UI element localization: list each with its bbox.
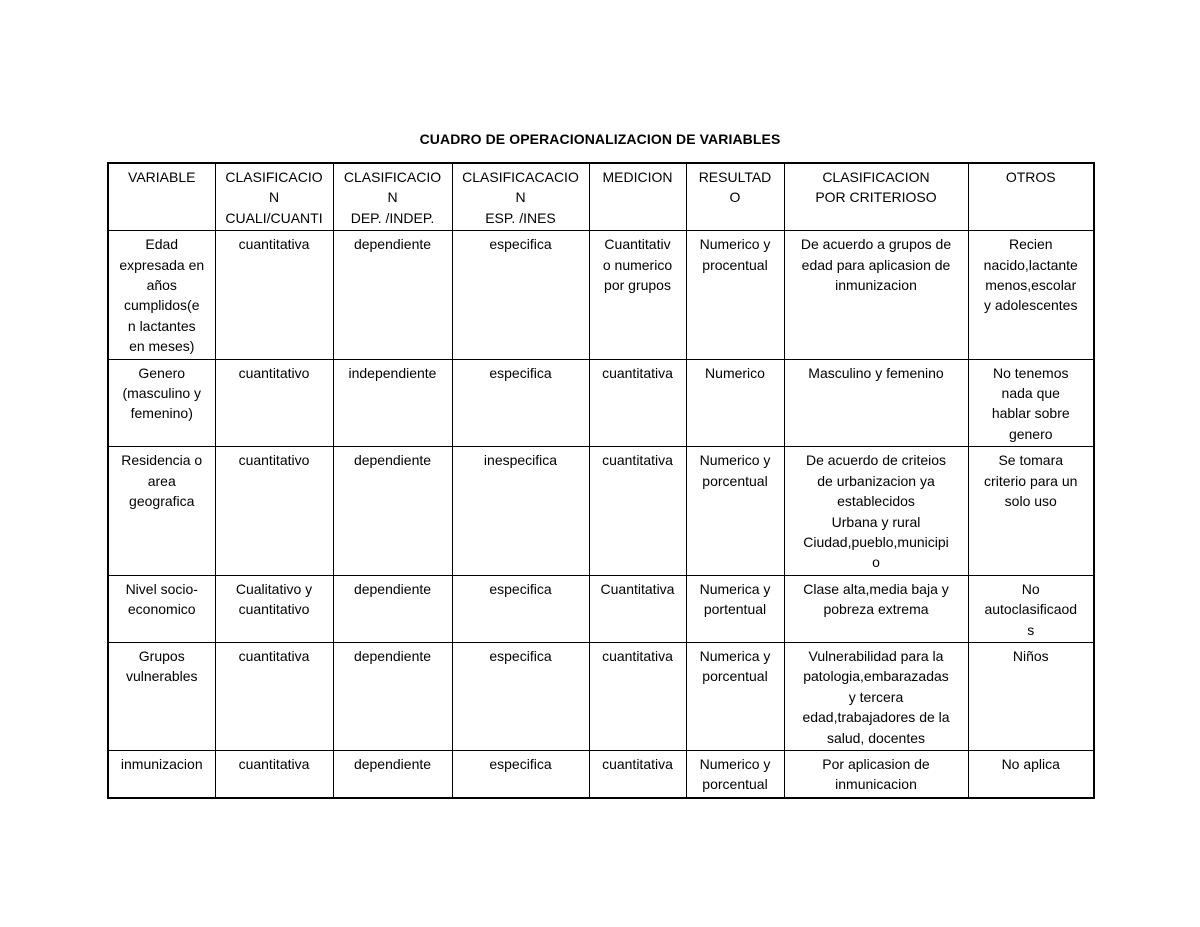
- table-cell-resultado: Numerico y porcentual: [686, 447, 784, 575]
- table-cell-criterios: Por aplicasion de inmunicacion: [784, 750, 968, 797]
- header-cuali-cuanti: CLASIFICACIO N CUALI/CUANTI: [215, 163, 333, 231]
- table-cell-cuali-cuanti: Cualitativo y cuantitativo: [215, 575, 333, 642]
- table-cell-resultado: Numerico y procentual: [686, 231, 784, 359]
- table-cell-cuali-cuanti: cuantitativo: [215, 359, 333, 447]
- header-medicion: MEDICION: [589, 163, 686, 231]
- table-cell-variable: Grupos vulnerables: [108, 642, 215, 750]
- table-cell-criterios: De acuerdo de criteios de urbanizacion ya establecidos Urbana y rural Ciudad,pueblo,municipi o: [784, 447, 968, 575]
- table-cell-dep-indep: dependiente: [333, 231, 452, 359]
- table-cell-esp-ines: inespecifica: [452, 447, 589, 575]
- table-cell-resultado: Numerico: [686, 359, 784, 447]
- table-row: [108, 447, 1094, 575]
- header-esp-ines: CLASIFICACACIO N ESP. /INES: [452, 163, 589, 231]
- table-cell-esp-ines: especifica: [452, 642, 589, 750]
- table-body: [108, 231, 1094, 798]
- table-cell-otros: Recien nacido,lactante menos,escolar y adolescentes: [968, 231, 1094, 359]
- table-cell-medicion: Cuantitativ o numerico por grupos: [589, 231, 686, 359]
- header-variable: VARIABLE: [108, 163, 215, 231]
- table-cell-resultado: Numerica y portentual: [686, 575, 784, 642]
- table-cell-dep-indep: dependiente: [333, 447, 452, 575]
- table-cell-esp-ines: especifica: [452, 575, 589, 642]
- page-title: CUADRO DE OPERACIONALIZACION DE VARIABLES: [419, 131, 781, 147]
- table-cell-otros: No aplica: [968, 750, 1094, 797]
- table-cell-criterios: De acuerdo a grupos de edad para aplicasion de inmunizacion: [784, 231, 968, 359]
- header-otros: OTROS: [968, 163, 1094, 231]
- table-cell-criterios: Clase alta,media baja y pobreza extrema: [784, 575, 968, 642]
- table-cell-esp-ines: especifica: [452, 231, 589, 359]
- table-cell-dep-indep: dependiente: [333, 575, 452, 642]
- table-cell-medicion: Cuantitativa: [589, 575, 686, 642]
- table-cell-variable: Edad expresada en años cumplidos(e n lactantes en meses): [108, 231, 215, 359]
- table-cell-esp-ines: especifica: [452, 359, 589, 447]
- table-row: [108, 750, 1094, 797]
- header-criterios: CLASIFICACION POR CRITERIOSO: [784, 163, 968, 231]
- table-cell-cuali-cuanti: cuantitativo: [215, 447, 333, 575]
- table-cell-esp-ines: especifica: [452, 750, 589, 797]
- table-cell-medicion: cuantitativa: [589, 359, 686, 447]
- table-cell-criterios: Masculino y femenino: [784, 359, 968, 447]
- table-cell-cuali-cuanti: cuantitativa: [215, 750, 333, 797]
- table-cell-variable: inmunizacion: [108, 750, 215, 797]
- table-row: [108, 575, 1094, 642]
- table-row: [108, 642, 1094, 750]
- table-cell-resultado: Numerica y porcentual: [686, 642, 784, 750]
- table-cell-otros: No tenemos nada que hablar sobre genero: [968, 359, 1094, 447]
- table-cell-medicion: cuantitativa: [589, 642, 686, 750]
- table-cell-variable: Nivel socio- economico: [108, 575, 215, 642]
- table-cell-variable: Residencia o area geografica: [108, 447, 215, 575]
- table-cell-otros: Niños: [968, 642, 1094, 750]
- table-cell-dep-indep: dependiente: [333, 750, 452, 797]
- table-row: [108, 231, 1094, 359]
- table-cell-medicion: cuantitativa: [589, 447, 686, 575]
- table-cell-resultado: Numerico y porcentual: [686, 750, 784, 797]
- table-cell-dep-indep: independiente: [333, 359, 452, 447]
- table-row: [108, 359, 1094, 447]
- operationalization-table: [107, 162, 1095, 799]
- header-resultado: RESULTAD O: [686, 163, 784, 231]
- table-cell-cuali-cuanti: cuantitativa: [215, 231, 333, 359]
- table-cell-otros: No autoclasificaod s: [968, 575, 1094, 642]
- table-header-row: [108, 163, 1094, 231]
- table-cell-medicion: cuantitativa: [589, 750, 686, 797]
- header-dep-indep: CLASIFICACIO N DEP. /INDEP.: [333, 163, 452, 231]
- table-cell-dep-indep: dependiente: [333, 642, 452, 750]
- table-cell-criterios: Vulnerabilidad para la patologia,embarazadas y tercera edad,trabajadores de la salud, docentes: [784, 642, 968, 750]
- table-cell-variable: Genero (masculino y femenino): [108, 359, 215, 447]
- table-cell-cuali-cuanti: cuantitativa: [215, 642, 333, 750]
- table-cell-otros: Se tomara criterio para un solo uso: [968, 447, 1094, 575]
